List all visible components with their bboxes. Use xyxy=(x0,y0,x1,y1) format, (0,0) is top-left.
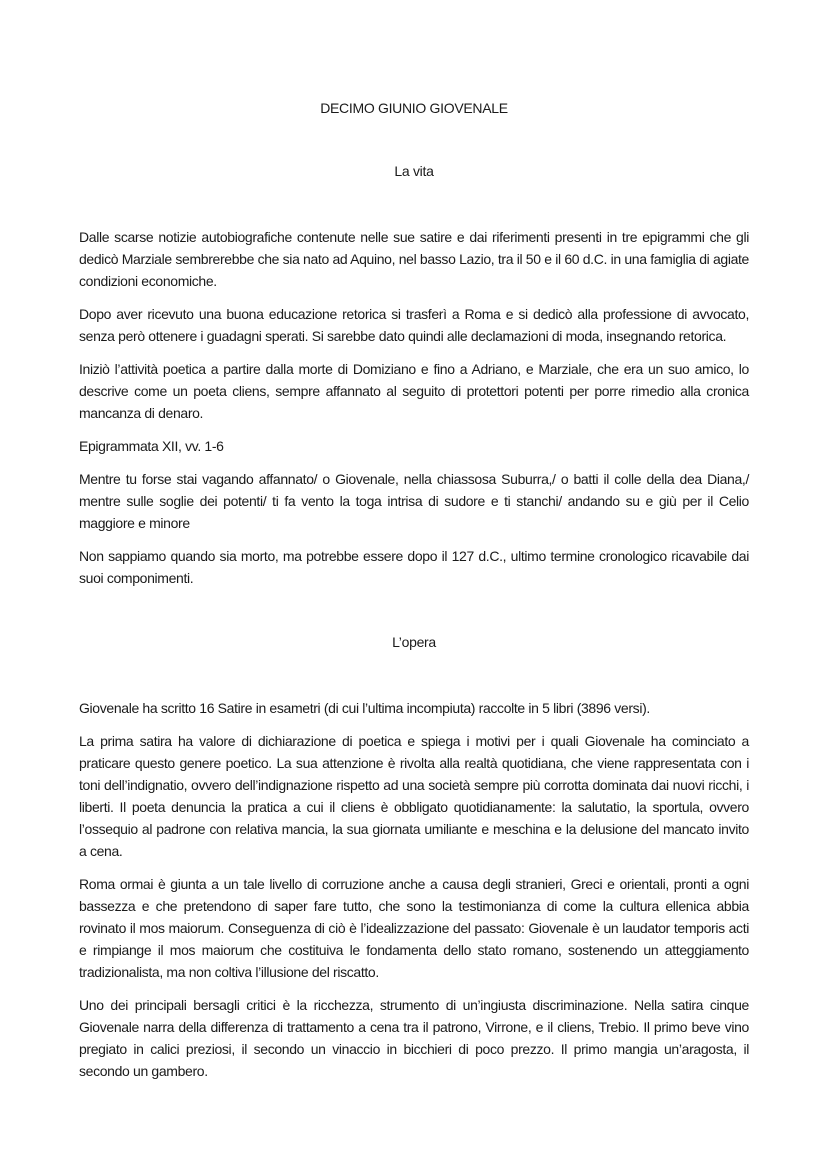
paragraph: Dalle scarse notizie autobiografiche contenute nelle sue satire e dai riferimenti presenti in tre epigrammi che gli dedicò Marziale sembrerebbe che sia nato ad Aquino, nel basso Lazio, tra il 50 e il 60 d.C. in una famiglia di agiate condizioni economiche. xyxy=(79,229,749,289)
section-heading-vita: La vita xyxy=(394,163,434,179)
paragraph: Giovenale ha scritto 16 Satire in esametri (di cui l’ultima incompiuta) raccolte in 5 libri (3896 versi). xyxy=(79,700,650,716)
section-vita-body xyxy=(79,226,749,600)
paragraph: Iniziò l’attività poetica a partire dalla morte di Domiziano e fino a Adriano, e Marziale, che era un suo amico, lo descrive come un poeta cliens, sempre affannato al seguito di protettori potenti per porre rimedio alla cronica mancanza di denaro. xyxy=(79,361,749,421)
section-heading-opera: L’opera xyxy=(392,634,436,650)
paragraph: Dopo aver ricevuto una buona educazione retorica si trasferì a Roma e si dedicò alla professione di avvocato, senza però ottenere i guadagni sperati. Si sarebbe dato quindi alle declamazioni di moda, insegnando retorica. xyxy=(79,306,749,344)
paragraph: Non sappiamo quando sia morto, ma potrebbe essere dopo il 127 d.C., ultimo termine cronologico ricavabile dai suoi componimenti. xyxy=(79,548,749,586)
section-opera-body xyxy=(79,697,749,1093)
paragraph: Roma ormai è giunta a un tale livello di corruzione anche a causa degli stranieri, Greci e orientali, pronti a ogni bassezza e che pretendono di saper fare tutto, che sono la testimonianza di come la cultura ellenica abbia rovinato il mos maiorum. Conseguenza di ciò è l’idealizzazione del passato: Giovenale è un laudator temporis acti e rimpiange il mos maiorum che costituiva le fondamenta dello stato romano, sostenendo un atteggiamento tradizionalista, ma non coltiva l’illusione del riscatto. xyxy=(79,876,749,980)
quoted-verse: Mentre tu forse stai vagando affannato/ o Giovenale, nella chiassosa Suburra,/ o batti il colle della dea Diana,/ mentre sulle soglie dei potenti/ ti fa vento la toga intrisa di sudore e ti stanchi/ andando su e giù per il Celio maggiore e minore xyxy=(79,471,749,531)
document-title: DECIMO GIUNIO GIOVENALE xyxy=(320,100,508,116)
paragraph: La prima satira ha valore di dichiarazione di poetica e spiega i motivi per i quali Giovenale ha cominciato a praticare questo genere poetico. La sua attenzione è rivolta alla realtà quotidiana, che viene rappresentata con i toni dell’indignatio, ovvero dell’indignazione rispetto ad una società sempre più corrotta dominata dai nuovi ricchi, i liberti. Il poeta denuncia la pratica a cui il cliens è obbligato quotidianamente: la salutatio, la sportula, ovvero l’ossequio al padrone con relativa mancia, la sua giornata umiliante e meschina e la delusione del mancato invito a cena. xyxy=(79,733,749,859)
paragraph: Uno dei principali bersagli critici è la ricchezza, strumento di un’ingiusta discriminazione. Nella satira cinque Giovenale narra della differenza di trattamento a cena tra il patrono, Virrone, e il cliens, Trebio. Il primo beve vino pregiato in calici preziosi, il secondo un vinaccio in bicchieri di poco prezzo. Il primo mangia un’aragosta, il secondo un gambero. xyxy=(79,997,749,1079)
citation-label: Epigrammata XII, vv. 1-6 xyxy=(79,438,224,454)
